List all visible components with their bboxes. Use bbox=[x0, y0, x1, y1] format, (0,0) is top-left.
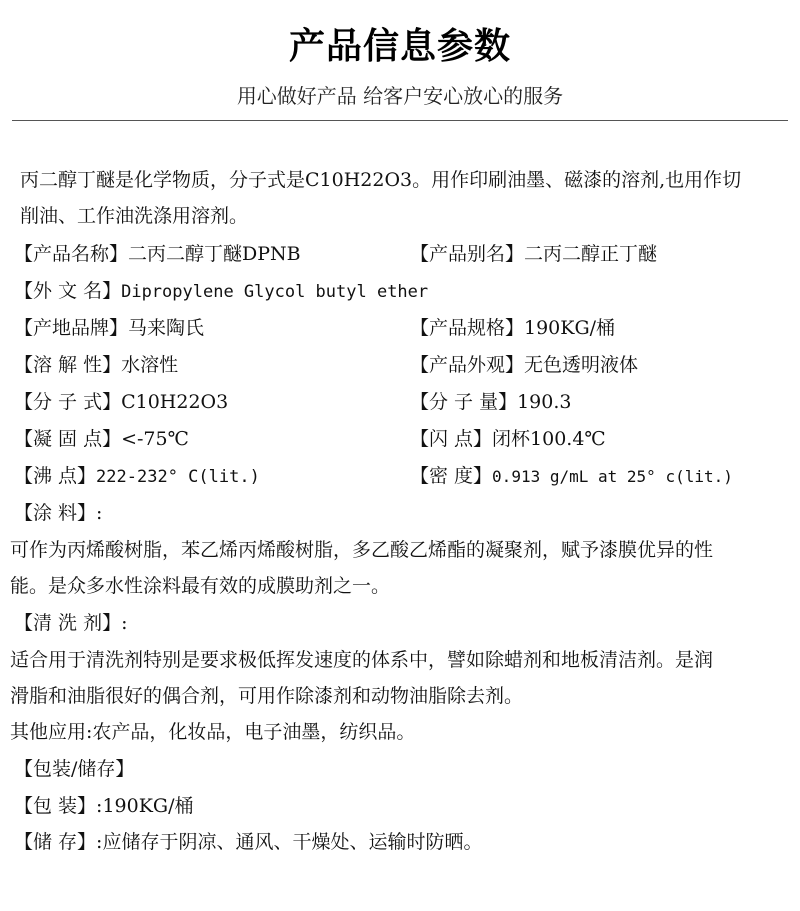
param-density bbox=[410, 464, 733, 489]
param-density-label: 【密 度】 bbox=[410, 465, 493, 487]
param-density-value: 0.913 g/mL at 25° c(lit.) bbox=[492, 467, 733, 486]
cleaner-line-1: 适合用于清洗剂特别是要求极低挥发速度的体系中，譬如除蜡剂和地板清洁剂。是润 bbox=[10, 649, 714, 671]
param-english-value: Dipropylene Glycol butyl ether bbox=[121, 282, 429, 302]
coating-line-1: 可作为丙烯酸树脂，苯乙烯丙烯酸树脂，多乙酸乙烯酯的凝聚剂，赋予漆膜优异的性 bbox=[10, 539, 714, 561]
param-freezing-point: 【凝 固 点】<-75℃ bbox=[14, 428, 189, 450]
param-product-alias: 【产品别名】二丙二醇正丁醚 bbox=[410, 243, 658, 265]
intro-line-2: 削油、工作油洗涤用溶剂。 bbox=[20, 205, 249, 227]
param-boiling-value: 222-232° C(lit.) bbox=[96, 467, 260, 487]
param-appearance: 【产品外观】无色透明液体 bbox=[410, 354, 639, 376]
page-title: 产品信息参数 bbox=[288, 26, 511, 67]
packaging-storage: 【储 存】:应储存于阴凉、通风、干燥处、运输时防晒。 bbox=[14, 831, 483, 853]
param-english-label: 【外 文 名】 bbox=[14, 280, 122, 302]
intro-line-1: 丙二醇丁醚是化学物质，分子式是C10H22O3。用作印刷油墨、磁漆的溶剂,也用作切 bbox=[20, 169, 742, 191]
coating-heading: 【涂 料】: bbox=[14, 502, 103, 524]
param-spec: 【产品规格】190KG/桶 bbox=[410, 317, 616, 339]
cleaner-heading: 【清 洗 剂】: bbox=[14, 612, 128, 634]
page-subtitle: 用心做好产品 给客户安心放心的服务 bbox=[236, 84, 564, 108]
param-formula: 【分 子 式】C10H22O3 bbox=[14, 391, 229, 413]
param-brand: 【产地品牌】马来陶氏 bbox=[14, 317, 205, 339]
param-molecular-weight: 【分 子 量】190.3 bbox=[410, 391, 572, 413]
cleaner-line-2: 滑脂和油脂很好的偶合剂，可用作除漆剂和动物油脂除去剂。 bbox=[10, 685, 524, 707]
packaging-pack: 【包 装】:190KG/桶 bbox=[14, 795, 194, 817]
param-product-name: 【产品名称】二丙二醇丁醚DPNB bbox=[14, 243, 301, 265]
param-solubility: 【溶 解 性】水溶性 bbox=[14, 354, 179, 376]
coating-line-2: 能。是众多水性涂料最有效的成膜助剂之一。 bbox=[10, 575, 391, 597]
param-flash-point: 【闪 点】闭杯100.4℃ bbox=[410, 428, 606, 450]
other-applications: 其他应用:农产品，化妆品，电子油墨，纺织品。 bbox=[10, 721, 416, 743]
param-boiling-point bbox=[14, 464, 260, 489]
header-divider bbox=[12, 120, 788, 121]
param-english-name bbox=[14, 279, 428, 304]
param-boiling-label: 【沸 点】 bbox=[14, 465, 97, 487]
packaging-heading: 【包装/储存】 bbox=[14, 758, 135, 780]
